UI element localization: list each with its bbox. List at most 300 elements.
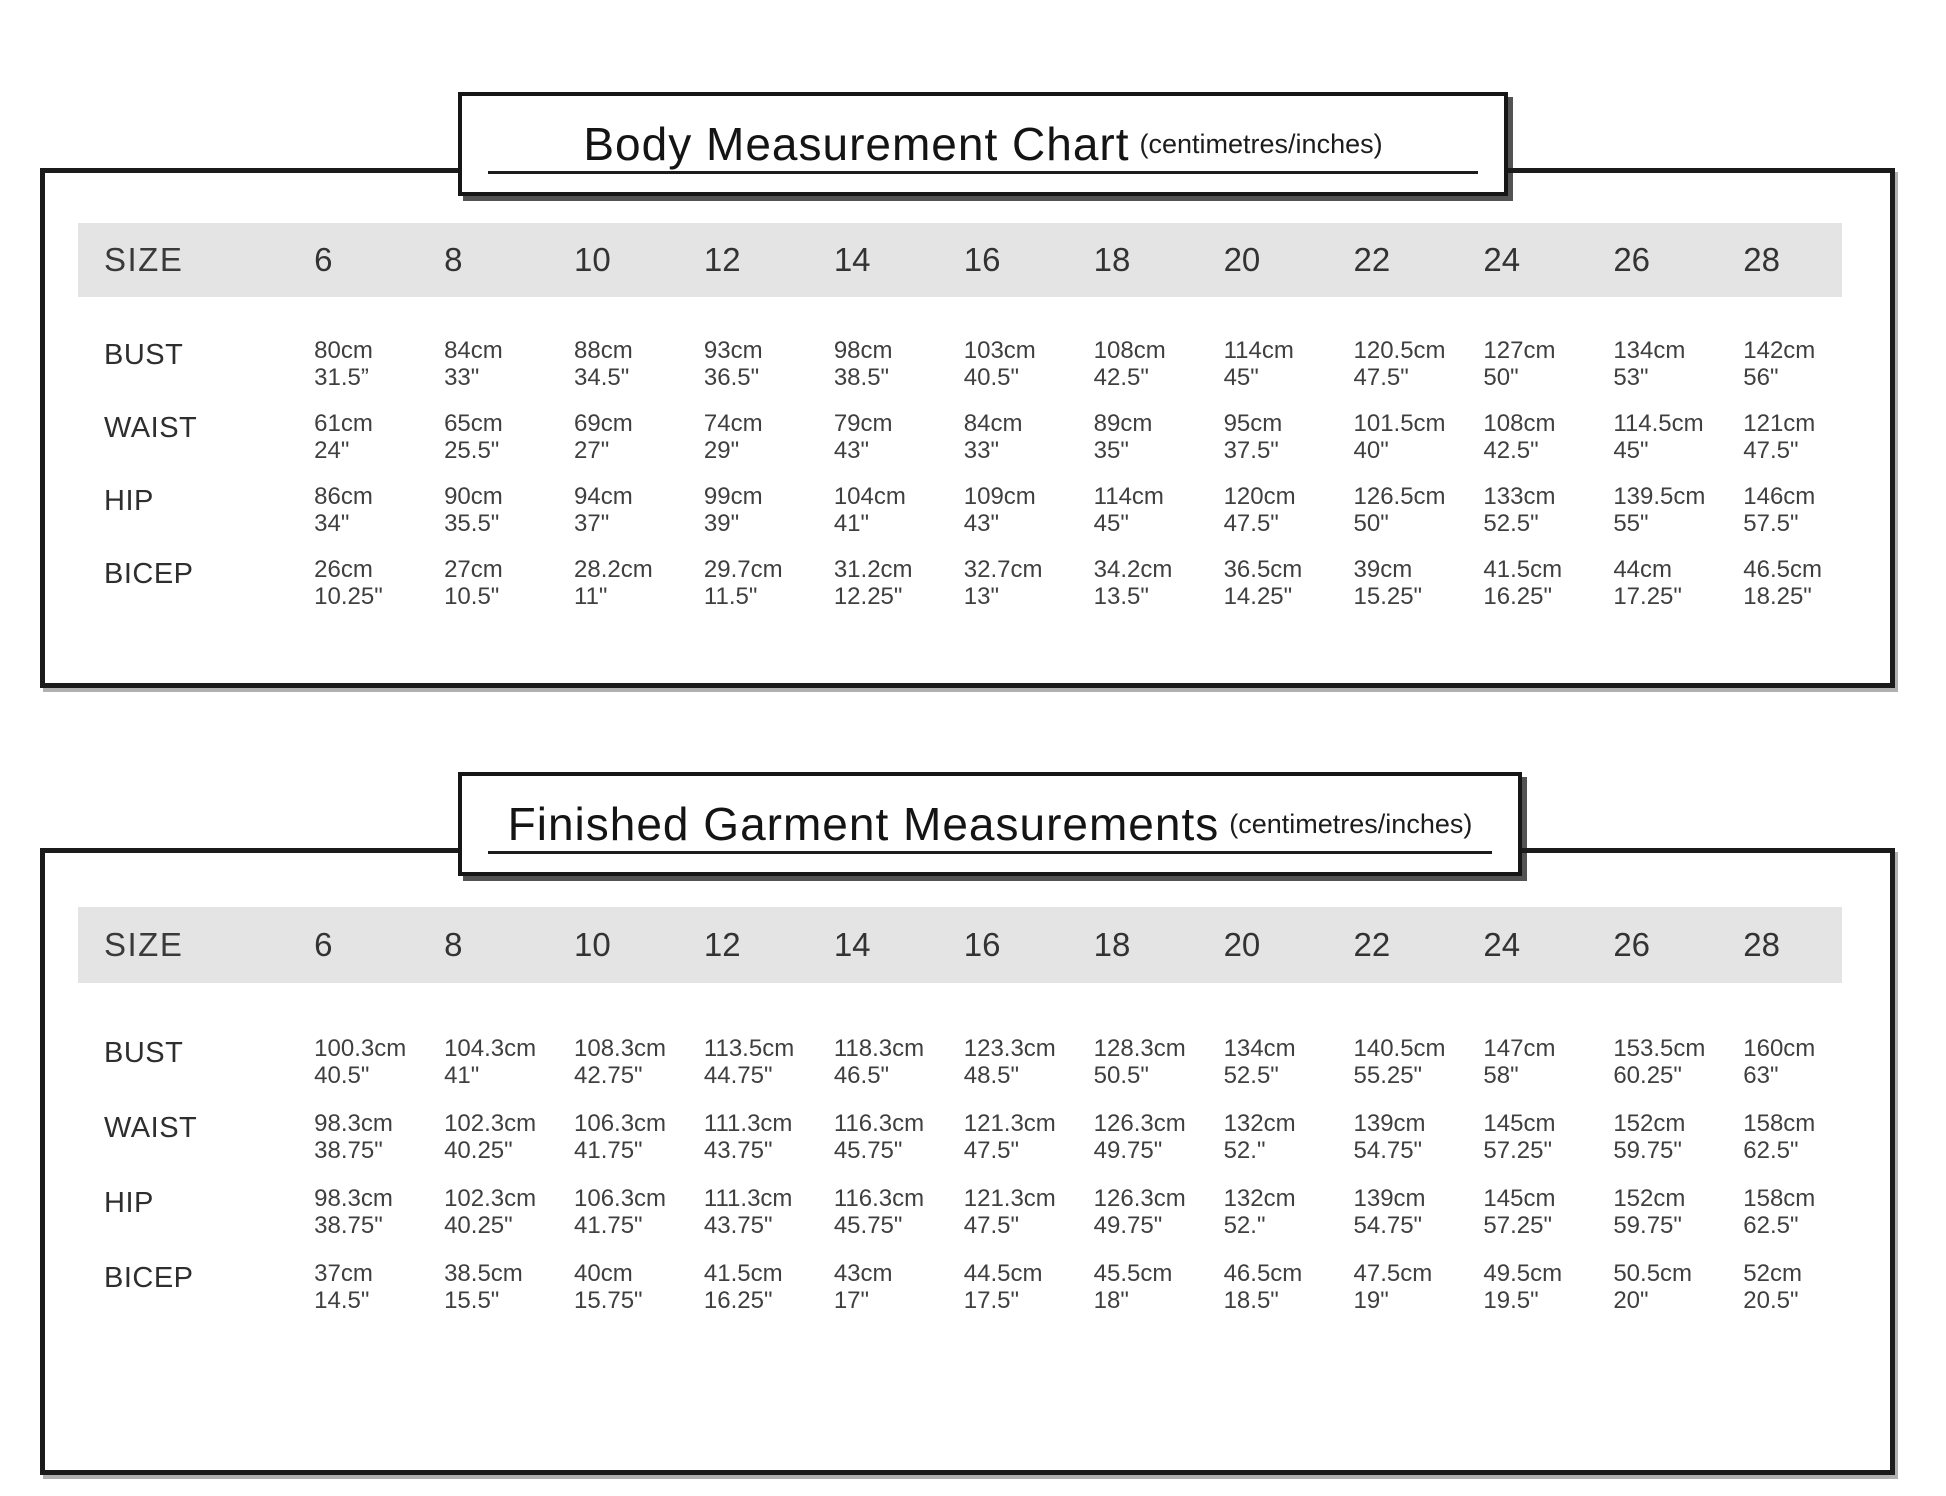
measurement-cell — [1192, 337, 1322, 391]
measurement-cell — [1582, 483, 1712, 537]
measurement-cm-value: 121cm — [1743, 410, 1816, 437]
body-measurement-subtitle: (centimetres/inches) — [1139, 128, 1383, 159]
measurement-inch-value: 18.25" — [1743, 583, 1812, 610]
measurement-inch-value: 48.5" — [963, 1062, 1019, 1089]
measurement-row-label: BICEP — [104, 558, 194, 590]
size-header-value: 10 — [574, 241, 611, 278]
measurement-cell — [933, 1035, 1063, 1089]
measurement-cm-value: 45.5cm — [1093, 1260, 1173, 1287]
measurement-cell — [933, 556, 1063, 610]
measurement-inch-value: 15.5" — [444, 1287, 500, 1314]
measurement-cm-value: 44.5cm — [963, 1260, 1043, 1287]
measurement-cell — [1582, 410, 1712, 464]
measurement-inch-value: 24" — [314, 437, 350, 464]
size-header-value: 8 — [444, 926, 463, 963]
measurement-cm-value: 98.3cm — [314, 1185, 393, 1212]
measurement-cm-value: 89cm — [1093, 410, 1153, 437]
measurement-inch-value: 25.5" — [444, 437, 500, 464]
measurement-cell — [933, 337, 1063, 391]
measurement-inch-value: 15.25" — [1353, 583, 1423, 610]
measurement-cm-value: 145cm — [1483, 1110, 1556, 1137]
measurement-cm-value: 26cm — [314, 556, 373, 583]
measurement-inch-value: 10.25" — [314, 583, 383, 610]
measurement-cell — [1452, 483, 1582, 537]
measurement-cm-value: 116.3cm — [833, 1185, 925, 1212]
measurement-cm-value: 132cm — [1223, 1110, 1296, 1137]
measurement-cell — [543, 1035, 673, 1089]
measurement-cell — [1063, 337, 1193, 391]
size-header-value: 22 — [1353, 241, 1391, 278]
measurement-inch-value: 14.25" — [1223, 583, 1293, 610]
measurement-inch-value: 40.5" — [963, 364, 1019, 391]
measurement-cm-value: 44cm — [1613, 556, 1673, 583]
measurement-cell — [803, 1185, 933, 1239]
measurement-inch-value: 27" — [574, 437, 610, 464]
measurement-cell — [413, 1260, 543, 1314]
measurement-cm-value: 80cm — [314, 337, 373, 364]
measurement-cell — [283, 1035, 413, 1089]
measurement-cell — [933, 483, 1063, 537]
measurement-inch-value: 47.5" — [1743, 437, 1799, 464]
measurement-cell — [1322, 337, 1452, 391]
measurement-inch-value: 43" — [963, 510, 999, 537]
measurement-cm-value: 36.5cm — [1223, 556, 1303, 583]
size-header-value: 22 — [1353, 926, 1391, 963]
measurement-inch-value: 11" — [574, 583, 608, 610]
measurement-cm-value: 126.5cm — [1353, 483, 1446, 510]
measurement-cm-value: 27cm — [444, 556, 503, 583]
measurement-cell — [1452, 1185, 1582, 1239]
size-header-value: 28 — [1743, 241, 1780, 278]
measurement-inch-value: 47.5" — [963, 1212, 1019, 1239]
measurement-cell — [933, 1260, 1063, 1314]
measurement-inch-value: 19.5" — [1483, 1287, 1539, 1314]
measurement-inch-value: 40.25" — [444, 1212, 513, 1239]
measurement-inch-value: 47.5" — [963, 1137, 1019, 1164]
measurement-cell — [1322, 1260, 1452, 1314]
measurement-cell — [1712, 1035, 1842, 1089]
measurement-cell — [673, 556, 803, 610]
measurement-cm-value: 65cm — [444, 410, 503, 437]
measurement-cm-value: 134cm — [1613, 337, 1686, 364]
measurement-cell — [933, 1185, 1063, 1239]
measurement-cell — [1063, 1260, 1193, 1314]
measurement-cell — [1322, 1110, 1452, 1164]
measurement-cm-value: 47.5cm — [1353, 1260, 1433, 1287]
measurement-inch-value: 53" — [1613, 364, 1649, 391]
measurement-cell — [1712, 1260, 1842, 1314]
measurement-cell — [413, 1035, 543, 1089]
measurement-inch-value: 42.5" — [1483, 437, 1539, 464]
body-measurement-chart — [40, 168, 1895, 688]
measurement-inch-value: 52." — [1223, 1212, 1266, 1239]
measurement-inch-value: 17.25" — [1613, 583, 1682, 610]
measurement-cell — [1712, 1110, 1842, 1164]
measurement-cell — [1063, 1110, 1193, 1164]
size-header-value: 8 — [444, 241, 463, 278]
measurement-cm-value: 114.5cm — [1613, 410, 1704, 437]
size-header-value: 24 — [1483, 926, 1521, 963]
measurement-inch-value: 52." — [1223, 1137, 1266, 1164]
measurement-cm-value: 123.3cm — [963, 1035, 1056, 1062]
measurement-cm-value: 121.3cm — [963, 1185, 1056, 1212]
measurement-inch-value: 47.5" — [1353, 364, 1409, 391]
measurement-cm-value: 37cm — [314, 1260, 373, 1287]
measurement-cell — [1192, 1260, 1322, 1314]
rows — [78, 337, 1842, 629]
measurement-inch-value: 46.5" — [833, 1062, 890, 1089]
measurement-inch-value: 41.75" — [574, 1212, 643, 1239]
measurement-cm-value: 46.5cm — [1223, 1260, 1303, 1287]
measurement-cm-value: 158cm — [1743, 1110, 1816, 1137]
measurement-inch-value: 62.5" — [1743, 1212, 1799, 1239]
measurement-cell — [1582, 1110, 1712, 1164]
measurement-cell — [673, 410, 803, 464]
measurement-cell — [933, 410, 1063, 464]
measurement-cell — [1192, 1035, 1322, 1089]
measurement-cm-value: 104cm — [833, 483, 906, 510]
measurement-inch-value: 59.75" — [1613, 1137, 1682, 1164]
measurement-cm-value: 108cm — [1483, 410, 1556, 437]
measurement-cell — [1322, 483, 1452, 537]
body-measurement-grid — [78, 223, 1842, 629]
measurement-cell — [803, 483, 933, 537]
size-header-value: 28 — [1743, 926, 1780, 963]
measurement-cell — [283, 1110, 413, 1164]
measurement-inch-value: 49.75" — [1093, 1137, 1163, 1164]
measurement-cell — [413, 410, 543, 464]
measurement-cm-value: 126.3cm — [1093, 1110, 1186, 1137]
measurement-inch-value: 47.5" — [1223, 510, 1279, 537]
measurement-inch-value: 41" — [833, 510, 870, 537]
title-underline — [488, 171, 1478, 174]
measurement-cm-value: 116.3cm — [833, 1110, 925, 1137]
measurement-cm-value: 147cm — [1483, 1035, 1556, 1062]
measurement-cm-value: 40cm — [574, 1260, 633, 1287]
size-header-label: SIZE — [104, 241, 184, 278]
measurement-row-label: WAIST — [104, 412, 198, 444]
measurement-cm-value: 101.5cm — [1353, 410, 1446, 437]
measurement-cell — [543, 483, 673, 537]
size-header-value: 18 — [1093, 241, 1131, 278]
measurement-inch-value: 59.75" — [1613, 1212, 1682, 1239]
measurement-cm-value: 98.3cm — [314, 1110, 393, 1137]
measurement-cell — [1582, 1260, 1712, 1314]
measurement-cm-value: 106.3cm — [574, 1185, 667, 1212]
measurement-cell — [283, 1260, 413, 1314]
measurement-cm-value: 139.5cm — [1613, 483, 1706, 510]
measurement-cell — [1582, 1035, 1712, 1089]
measurement-cm-value: 140.5cm — [1353, 1035, 1446, 1062]
measurement-inch-value: 10.5" — [444, 583, 500, 610]
measurement-cell — [413, 1110, 543, 1164]
measurement-cell — [803, 1035, 933, 1089]
measurement-inch-value: 11.5" — [703, 583, 758, 610]
measurement-cm-value: 134cm — [1223, 1035, 1296, 1062]
measurement-inch-value: 39" — [703, 510, 740, 537]
measurement-cm-value: 108.3cm — [574, 1035, 667, 1062]
measurement-cell — [1452, 337, 1582, 391]
measurement-row-label: HIP — [104, 1187, 154, 1219]
measurement-cm-value: 152cm — [1613, 1185, 1686, 1212]
finished-garment-subtitle: (centimetres/inches) — [1229, 808, 1473, 839]
measurement-cell — [543, 1185, 673, 1239]
measurement-cell — [673, 1260, 803, 1314]
measurement-cell — [1452, 1110, 1582, 1164]
measurement-cm-value: 118.3cm — [833, 1035, 925, 1062]
measurement-cell — [1712, 556, 1842, 610]
measurement-cell — [1582, 337, 1712, 391]
measurement-inch-value: 45.75" — [833, 1137, 903, 1164]
measurement-row-label: BUST — [104, 1037, 184, 1069]
finished-garment-title: Finished Garment Measurements — [507, 798, 1220, 850]
measurement-cell — [1582, 556, 1712, 610]
size-header-value: 14 — [833, 926, 871, 963]
measurement-inch-value: 14.5" — [314, 1287, 370, 1314]
measurement-cm-value: 28.2cm — [574, 556, 653, 583]
measurement-cm-value: 43cm — [833, 1260, 893, 1287]
measurement-cm-value: 31.2cm — [833, 556, 913, 583]
measurement-inch-value: 43.75" — [703, 1137, 773, 1164]
measurement-cm-value: 39cm — [1353, 556, 1413, 583]
measurement-inch-value: 52.5" — [1483, 510, 1539, 537]
measurement-cm-value: 84cm — [963, 410, 1023, 437]
measurement-inch-value: 45" — [1093, 510, 1129, 537]
measurement-cm-value: 132cm — [1223, 1185, 1296, 1212]
measurement-cm-value: 34.2cm — [1093, 556, 1173, 583]
measurement-inch-value: 16.25" — [1483, 583, 1552, 610]
size-header-value: 16 — [963, 241, 1001, 278]
measurement-cm-value: 100.3cm — [314, 1035, 407, 1062]
measurement-inch-value: 16.25" — [703, 1287, 773, 1314]
size-header-value: 26 — [1613, 241, 1651, 278]
measurement-cm-value: 102.3cm — [444, 1110, 537, 1137]
measurement-cell — [1712, 483, 1842, 537]
measurement-cell — [803, 1260, 933, 1314]
measurement-cell — [283, 337, 413, 391]
measurement-cm-value: 127cm — [1483, 337, 1556, 364]
measurement-cm-value: 79cm — [833, 410, 893, 437]
measurement-cell — [673, 1110, 803, 1164]
measurement-inch-value: 34" — [314, 510, 350, 537]
measurement-inch-value: 63" — [1743, 1062, 1779, 1089]
measurement-cm-value: 113.5cm — [703, 1035, 795, 1062]
measurement-cm-value: 106.3cm — [574, 1110, 667, 1137]
measurement-cell — [1322, 1185, 1452, 1239]
measurement-inch-value: 38.75" — [314, 1212, 383, 1239]
measurement-cell — [283, 556, 413, 610]
measurement-cell — [1192, 1110, 1322, 1164]
measurement-cm-value: 84cm — [444, 337, 503, 364]
measurement-cm-value: 128.3cm — [1093, 1035, 1186, 1062]
measurement-inch-value: 29" — [703, 437, 740, 464]
measurement-row-label: BUST — [104, 339, 184, 371]
measurement-inch-value: 49.75" — [1093, 1212, 1163, 1239]
measurement-row-label: WAIST — [104, 1112, 198, 1144]
measurement-cm-value: 120.5cm — [1353, 337, 1446, 364]
measurement-inch-value: 43.75" — [703, 1212, 773, 1239]
measurement-cm-value: 111.3cm — [703, 1185, 793, 1212]
measurement-inch-value: 35.5" — [444, 510, 500, 537]
size-header-value: 16 — [963, 926, 1001, 963]
measurement-cm-value: 104.3cm — [444, 1035, 537, 1062]
measurement-cell — [803, 1110, 933, 1164]
measurement-inch-value: 37" — [574, 510, 610, 537]
measurement-inch-value: 50" — [1483, 364, 1519, 391]
size-header-row — [78, 907, 1842, 983]
size-header-row — [78, 223, 1842, 297]
measurement-cell — [283, 410, 413, 464]
measurement-inch-value: 15.75" — [574, 1287, 643, 1314]
measurement-cm-value: 74cm — [703, 410, 763, 437]
measurement-cell — [1192, 483, 1322, 537]
measurement-cm-value: 94cm — [574, 483, 633, 510]
measurement-cell — [413, 556, 543, 610]
measurement-inch-value: 62.5" — [1743, 1137, 1799, 1164]
measurement-inch-value: 20.5" — [1743, 1287, 1799, 1314]
size-header-value: 26 — [1613, 926, 1651, 963]
measurement-cm-value: 109cm — [963, 483, 1036, 510]
measurement-cell — [803, 410, 933, 464]
finished-garment-title-box — [458, 772, 1522, 876]
title-underline — [488, 851, 1492, 854]
measurement-cm-value: 98cm — [833, 337, 893, 364]
measurement-inch-value: 38.75" — [314, 1137, 383, 1164]
measurement-cell — [1192, 556, 1322, 610]
measurement-cm-value: 86cm — [314, 483, 373, 510]
measurement-inch-value: 41.75" — [574, 1137, 643, 1164]
measurement-cm-value: 145cm — [1483, 1185, 1556, 1212]
measurement-inch-value: 41" — [444, 1062, 480, 1089]
measurement-row-label: HIP — [104, 485, 154, 517]
finished-garment-chart — [40, 848, 1895, 1475]
measurement-cm-value: 133cm — [1483, 483, 1556, 510]
measurement-cm-value: 90cm — [444, 483, 503, 510]
size-header-value: 12 — [703, 241, 741, 278]
measurement-cell — [543, 1260, 673, 1314]
measurement-inch-value: 13.5" — [1093, 583, 1149, 610]
measurement-cell — [673, 483, 803, 537]
measurement-cell — [1192, 1185, 1322, 1239]
measurement-inch-value: 52.5" — [1223, 1062, 1279, 1089]
measurement-cell — [413, 1185, 543, 1239]
measurement-cell — [1063, 556, 1193, 610]
measurement-cm-value: 126.3cm — [1093, 1185, 1186, 1212]
measurement-cell — [1712, 1185, 1842, 1239]
measurement-cell — [1582, 1185, 1712, 1239]
measurement-cm-value: 32.7cm — [963, 556, 1043, 583]
measurement-cm-value: 99cm — [703, 483, 763, 510]
size-header-value: 20 — [1223, 926, 1261, 963]
measurement-inch-value: 13" — [963, 583, 999, 610]
size-header-value: 12 — [703, 926, 741, 963]
measurement-cell — [1452, 410, 1582, 464]
measurement-cell — [1322, 556, 1452, 610]
measurement-inch-value: 54.75" — [1353, 1137, 1423, 1164]
measurement-cell — [543, 1110, 673, 1164]
measurement-inch-value: 17" — [833, 1287, 870, 1314]
measurement-inch-value: 50.5" — [1093, 1062, 1149, 1089]
measurement-inch-value: 35" — [1093, 437, 1129, 464]
measurement-cm-value: 38.5cm — [444, 1260, 523, 1287]
measurement-cm-value: 139cm — [1353, 1110, 1426, 1137]
measurement-cm-value: 146cm — [1743, 483, 1816, 510]
measurement-cm-value: 41.5cm — [1483, 556, 1563, 583]
measurement-cell — [543, 556, 673, 610]
measurement-cell — [1063, 410, 1193, 464]
measurement-inch-value: 19" — [1353, 1287, 1389, 1314]
measurement-cell — [1063, 483, 1193, 537]
measurement-inch-value: 37.5" — [1223, 437, 1279, 464]
measurement-cell — [803, 337, 933, 391]
measurement-inch-value: 56" — [1743, 364, 1779, 391]
measurement-cm-value: 139cm — [1353, 1185, 1426, 1212]
measurement-cell — [803, 556, 933, 610]
measurement-cell — [413, 337, 543, 391]
measurement-cm-value: 52cm — [1743, 1260, 1802, 1287]
measurement-cm-value: 160cm — [1743, 1035, 1816, 1062]
measurement-cm-value: 46.5cm — [1743, 556, 1822, 583]
measurement-cell — [673, 1035, 803, 1089]
measurement-cm-value: 61cm — [314, 410, 373, 437]
measurement-inch-value: 33" — [444, 364, 480, 391]
measurement-inch-value: 40.5" — [314, 1062, 370, 1089]
measurement-inch-value: 42.5" — [1093, 364, 1149, 391]
measurement-inch-value: 58" — [1483, 1062, 1519, 1089]
measurement-cell — [413, 483, 543, 537]
measurement-inch-value: 12.25" — [833, 583, 903, 610]
measurement-inch-value: 54.75" — [1353, 1212, 1423, 1239]
measurement-cell — [1452, 1260, 1582, 1314]
measurement-inch-value: 38.5" — [833, 364, 890, 391]
measurement-inch-value: 44.75" — [703, 1062, 773, 1089]
measurement-cm-value: 69cm — [574, 410, 633, 437]
measurement-inch-value: 57.25" — [1483, 1137, 1552, 1164]
size-header-value: 10 — [574, 926, 611, 963]
measurement-inch-value: 57.5" — [1743, 510, 1799, 537]
measurement-cell — [1452, 1035, 1582, 1089]
measurement-cell — [543, 410, 673, 464]
measurement-cell — [283, 1185, 413, 1239]
measurement-inch-value: 40" — [1353, 437, 1389, 464]
measurement-cm-value: 88cm — [574, 337, 633, 364]
measurement-cell — [1452, 556, 1582, 610]
measurement-cell — [283, 483, 413, 537]
measurement-cm-value: 50.5cm — [1613, 1260, 1693, 1287]
measurement-inch-value: 33" — [963, 437, 999, 464]
measurement-cm-value: 158cm — [1743, 1185, 1816, 1212]
measurement-inch-value: 45" — [1223, 364, 1259, 391]
body-measurement-title: Body Measurement Chart — [583, 118, 1130, 170]
measurement-cm-value: 49.5cm — [1483, 1260, 1563, 1287]
measurement-cm-value: 121.3cm — [963, 1110, 1056, 1137]
measurement-cm-value: 142cm — [1743, 337, 1816, 364]
measurement-cell — [933, 1110, 1063, 1164]
measurement-cell — [1063, 1185, 1193, 1239]
measurement-inch-value: 31.5” — [314, 364, 369, 391]
measurement-inch-value: 45" — [1613, 437, 1649, 464]
measurement-cm-value: 114cm — [1093, 483, 1164, 510]
measurement-cell — [1712, 410, 1842, 464]
measurement-inch-value: 60.25" — [1613, 1062, 1682, 1089]
measurement-cm-value: 120cm — [1223, 483, 1296, 510]
measurement-inch-value: 36.5" — [703, 364, 760, 391]
finished-garment-grid — [78, 907, 1842, 1335]
measurement-cell — [1322, 410, 1452, 464]
size-header-value: 20 — [1223, 241, 1261, 278]
measurement-cm-value: 41.5cm — [703, 1260, 783, 1287]
measurement-inch-value: 55.25" — [1353, 1062, 1423, 1089]
